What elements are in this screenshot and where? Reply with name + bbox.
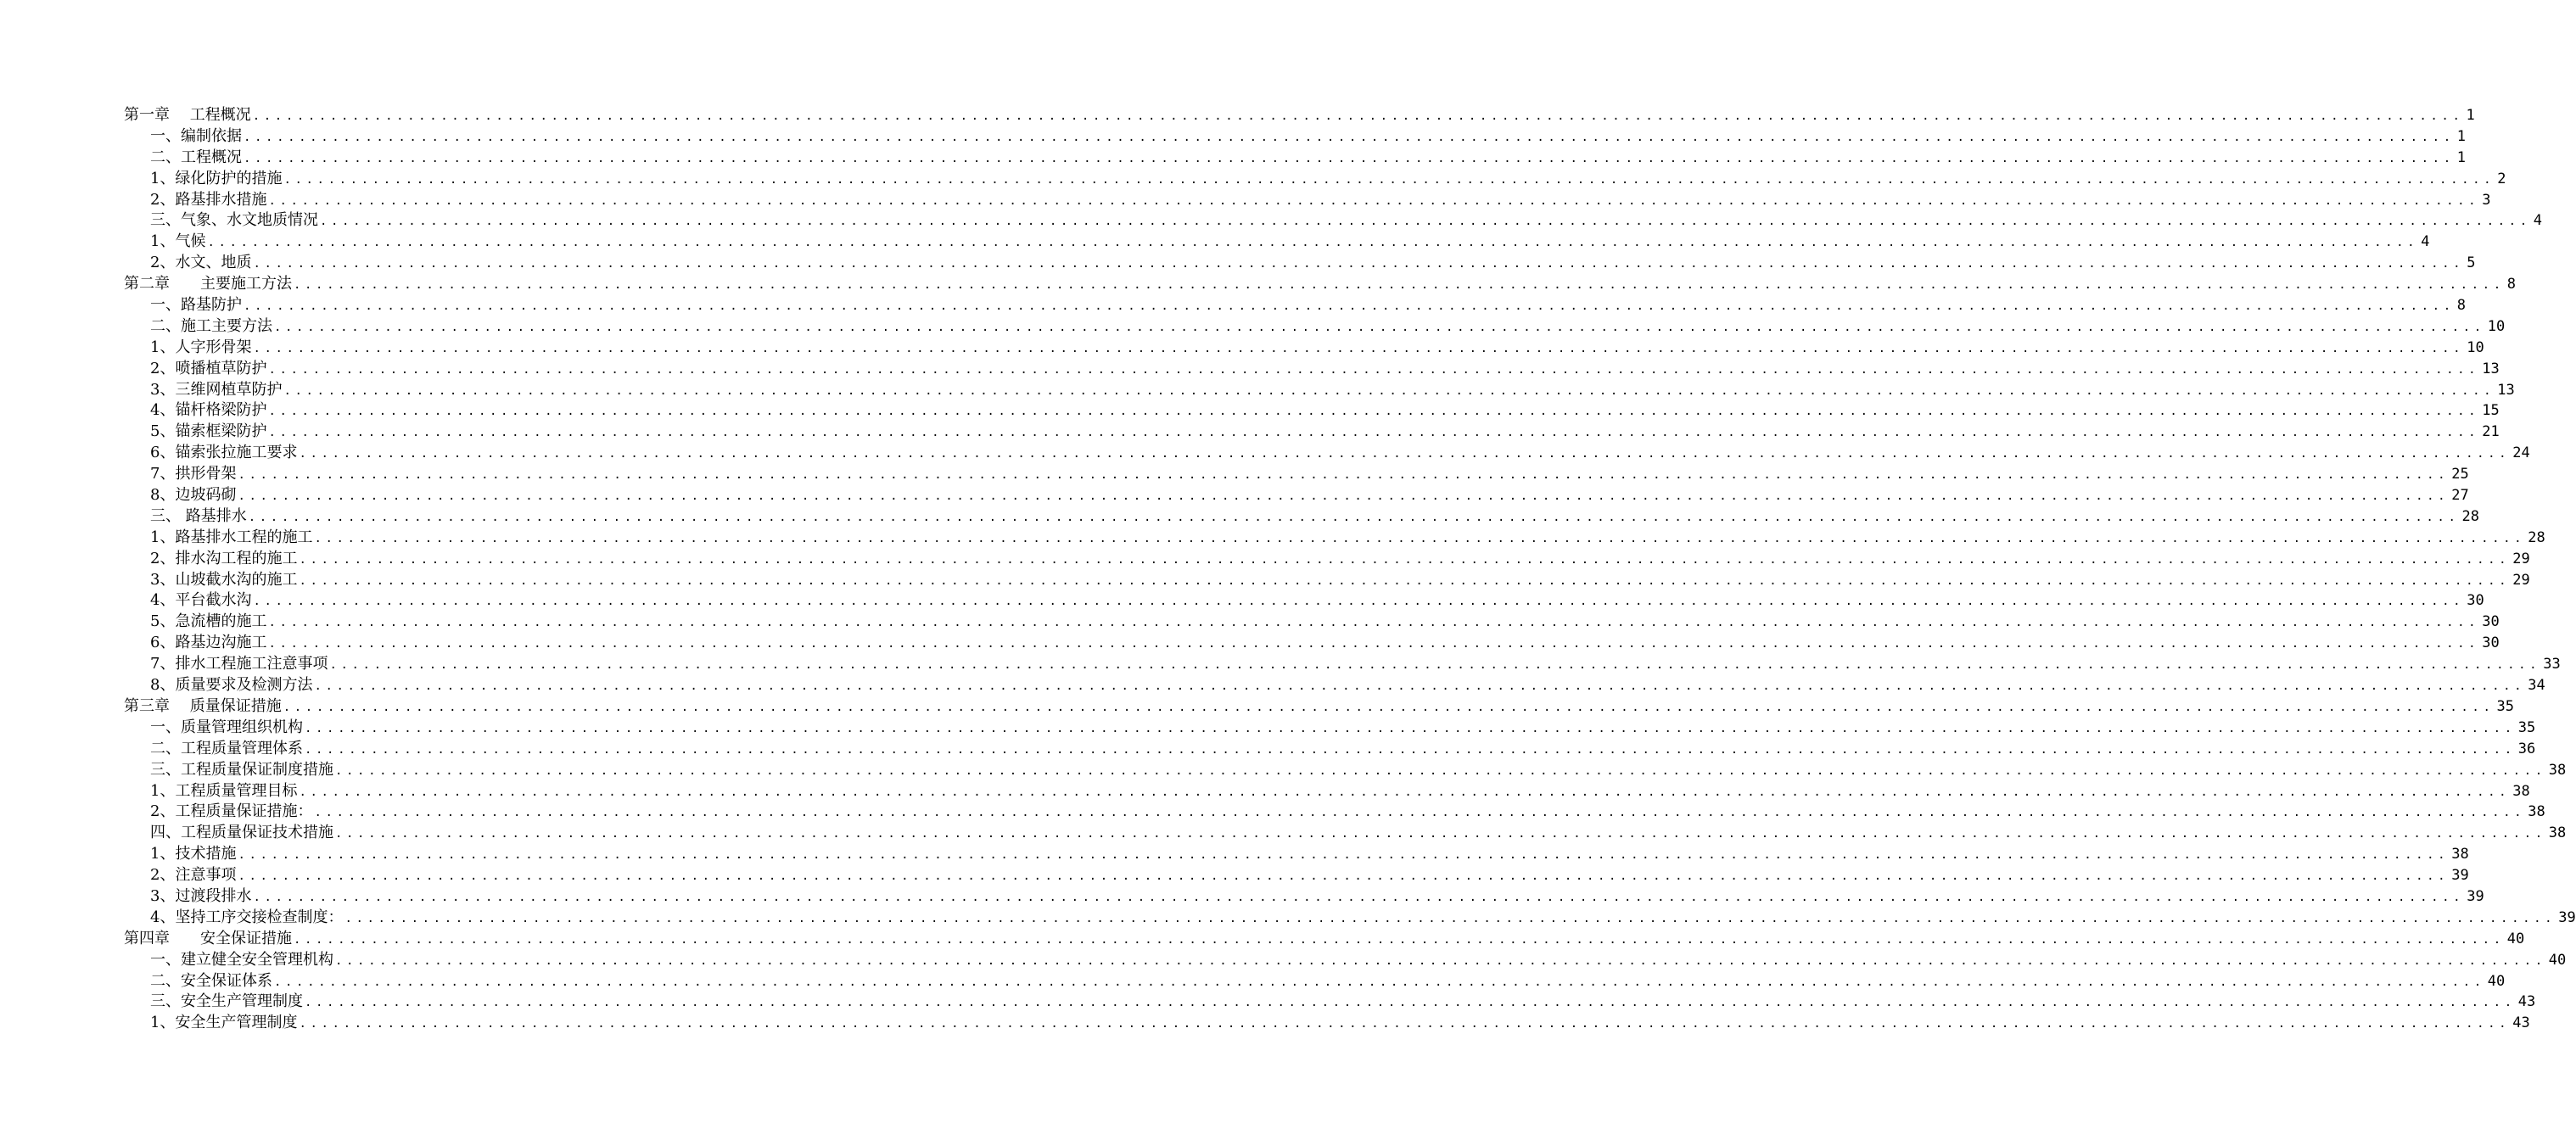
toc-entry-title: 1、安全生产管理制度 bbox=[150, 1014, 298, 1032]
toc-section-entry[interactable] bbox=[124, 253, 2476, 274]
toc-entry-title: 三、 路基排水 bbox=[150, 506, 247, 525]
toc-entry-title: 8、质量要求及检测方法 bbox=[150, 676, 313, 695]
toc-dot-leader: ........................................................................................................................................................................................................ bbox=[283, 172, 2495, 187]
toc-page-number: 34 bbox=[2528, 677, 2545, 695]
toc-section-entry[interactable] bbox=[124, 190, 2491, 211]
toc-section-entry[interactable] bbox=[124, 865, 2469, 886]
toc-dot-leader: ........................................................................................................................................................................................................ bbox=[299, 1017, 2511, 1031]
toc-entry-title: 一、路基防护 bbox=[150, 296, 242, 315]
toc-section-entry[interactable] bbox=[124, 148, 2466, 169]
toc-entry-title: 二、施工主要方法 bbox=[150, 316, 272, 335]
toc-dot-leader: ........................................................................................................................................................................................................ bbox=[283, 700, 2495, 714]
toc-page-number: 35 bbox=[2517, 718, 2536, 736]
toc-page-number: 38 bbox=[2512, 782, 2530, 800]
toc-chapter-entry[interactable] bbox=[124, 696, 2514, 718]
toc-section-entry[interactable] bbox=[124, 400, 2500, 422]
toc-section-entry[interactable] bbox=[124, 844, 2469, 865]
toc-section-entry[interactable] bbox=[124, 464, 2469, 485]
toc-entry-title: 二、工程质量管理体系 bbox=[150, 739, 303, 757]
toc-page-number: 38 bbox=[2548, 761, 2567, 779]
toc-section-entry[interactable] bbox=[124, 549, 2530, 570]
toc-dot-leader: ........................................................................................................................................................................................................ bbox=[244, 151, 2455, 165]
toc-section-entry[interactable] bbox=[124, 654, 2561, 675]
toc-page-number: 13 bbox=[2497, 381, 2515, 399]
toc-entry-title: 二、安全保证体系 bbox=[150, 971, 272, 990]
toc-dot-leader: ........................................................................................................................................................................................................ bbox=[294, 278, 2505, 293]
toc-section-entry[interactable] bbox=[124, 992, 2536, 1013]
toc-page-number: 4 bbox=[2533, 212, 2542, 230]
toc-page-number: 29 bbox=[2512, 571, 2530, 589]
toc-page-number: 36 bbox=[2517, 740, 2536, 757]
toc-entry-title: 2、水文、地质 bbox=[150, 254, 252, 272]
toc-entry-title: 3、三维网植草防护 bbox=[150, 380, 283, 399]
toc-page-number: 43 bbox=[2517, 993, 2536, 1011]
toc-dot-leader: ........................................................................................................................................................................................................ bbox=[299, 552, 2511, 567]
toc-dot-leader: ........................................................................................................................................................................................................ bbox=[283, 383, 2495, 398]
toc-page-number: 3 bbox=[2482, 191, 2491, 209]
toc-entry-title: 三、工程质量保证制度措施 bbox=[150, 760, 333, 779]
toc-entry-title: 第二章 主要施工方法 bbox=[124, 275, 292, 293]
toc-section-entry[interactable] bbox=[124, 739, 2536, 760]
toc-page-number: 38 bbox=[2548, 824, 2567, 842]
toc-section-entry[interactable] bbox=[124, 570, 2530, 591]
toc-section-entry[interactable] bbox=[124, 506, 2479, 528]
toc-entry-title: 8、边坡码砌 bbox=[150, 486, 237, 505]
toc-section-entry[interactable] bbox=[124, 443, 2530, 464]
toc-section-entry[interactable] bbox=[124, 971, 2506, 992]
toc-page-number: 10 bbox=[2467, 338, 2484, 356]
toc-chapter-entry[interactable] bbox=[124, 105, 2475, 126]
toc-dot-leader: ........................................................................................................................................................................................................ bbox=[335, 953, 2546, 968]
toc-entry-title: 7、排水工程施工注意事项 bbox=[150, 655, 328, 673]
toc-section-entry[interactable] bbox=[124, 590, 2484, 612]
toc-dot-leader: ........................................................................................................................................................................................................ bbox=[248, 510, 2460, 524]
toc-dot-leader: ........................................................................................................................................................................................................ bbox=[238, 848, 2450, 863]
toc-page-number: 13 bbox=[2482, 360, 2500, 377]
toc-section-entry[interactable] bbox=[124, 169, 2506, 190]
toc-page-number: 24 bbox=[2512, 444, 2530, 462]
toc-page-number: 15 bbox=[2482, 402, 2500, 420]
toc-page-number: 2 bbox=[2497, 170, 2506, 187]
toc-page-number: 5 bbox=[2467, 254, 2476, 272]
toc-entry-title: 4、平台截水沟 bbox=[150, 591, 252, 610]
toc-entry-title: 第四章 安全保证措施 bbox=[124, 929, 292, 947]
toc-dot-leader: ........................................................................................................................................................................................................ bbox=[274, 975, 2485, 989]
toc-entry-title: 1、技术措施 bbox=[150, 845, 237, 863]
toc-section-entry[interactable] bbox=[124, 528, 2545, 549]
toc-section-entry[interactable] bbox=[124, 1013, 2530, 1034]
toc-section-entry[interactable] bbox=[124, 633, 2500, 654]
toc-entry-title: 三、气象、水文地质情况 bbox=[150, 211, 318, 230]
toc-dot-leader: ........................................................................................................................................................................................................ bbox=[238, 468, 2450, 483]
toc-chapter-entry[interactable] bbox=[124, 929, 2525, 950]
toc-entry-title: 第三章 质量保证措施 bbox=[124, 696, 282, 715]
toc-chapter-entry[interactable] bbox=[124, 274, 2516, 295]
toc-entry-title: 1、路基排水工程的施工 bbox=[150, 528, 313, 546]
toc-entry-title: 2、路基排水措施 bbox=[150, 190, 267, 209]
toc-section-entry[interactable] bbox=[124, 886, 2484, 908]
toc-dot-leader: ........................................................................................................................................................................................................ bbox=[335, 827, 2546, 841]
toc-page-number: 39 bbox=[2467, 887, 2484, 905]
toc-entry-title: 一、编制依据 bbox=[150, 126, 242, 145]
toc-dot-leader: ........................................................................................................................................................................................................ bbox=[299, 785, 2511, 799]
toc-dot-leader: ........................................................................................................................................................................................................ bbox=[305, 721, 2516, 735]
toc-dot-leader: ........................................................................................................................................................................................................ bbox=[268, 362, 2480, 377]
toc-section-entry[interactable] bbox=[124, 338, 2484, 359]
toc-page-number: 29 bbox=[2512, 550, 2530, 567]
toc-section-entry[interactable] bbox=[124, 232, 2430, 253]
toc-entry-title: 一、建立健全安全管理机构 bbox=[150, 950, 333, 969]
toc-entry-title: 2、排水沟工程的施工 bbox=[150, 549, 298, 567]
toc-section-entry[interactable] bbox=[124, 380, 2515, 401]
toc-dot-leader: ........................................................................................................................................................................................................ bbox=[253, 341, 2465, 355]
toc-page-number: 40 bbox=[2548, 951, 2567, 969]
toc-section-entry[interactable] bbox=[124, 485, 2469, 506]
toc-dot-leader: ........................................................................................................................................................................................................ bbox=[268, 405, 2480, 419]
toc-entry-title: 3、山坡截水沟的施工 bbox=[150, 570, 298, 589]
toc-entry-title: 2、喷播植草防护 bbox=[150, 359, 267, 377]
toc-page-number: 25 bbox=[2451, 466, 2469, 483]
table-of-contents bbox=[124, 105, 2576, 1034]
toc-section-entry[interactable] bbox=[124, 950, 2567, 971]
toc-dot-leader: ........................................................................................................................................................................................................ bbox=[238, 489, 2450, 504]
toc-dot-leader: ........................................................................................................................................................................................................ bbox=[268, 637, 2480, 651]
toc-entry-title: 6、锚索张拉施工要求 bbox=[150, 444, 298, 462]
toc-dot-leader: ........................................................................................................................................................................................................ bbox=[253, 890, 2465, 904]
toc-entry-title: 7、拱形骨架 bbox=[150, 465, 237, 483]
toc-page-number: 30 bbox=[2482, 613, 2500, 631]
toc-entry-title: 2、工程质量保证措施： bbox=[150, 802, 313, 821]
toc-page-number: 38 bbox=[2451, 846, 2469, 863]
toc-dot-leader: ........................................................................................................................................................................................................ bbox=[253, 257, 2465, 271]
toc-section-entry[interactable] bbox=[124, 675, 2545, 696]
toc-section-entry[interactable] bbox=[124, 718, 2536, 739]
toc-entry-title: 1、工程质量管理目标 bbox=[150, 781, 298, 800]
toc-entry-title: 1、人字形骨架 bbox=[150, 338, 252, 356]
toc-page-number: 10 bbox=[2487, 317, 2506, 335]
toc-dot-leader: ........................................................................................................................................................................................................ bbox=[305, 742, 2516, 757]
toc-page-number: 30 bbox=[2467, 592, 2484, 610]
toc-section-entry[interactable] bbox=[124, 295, 2466, 316]
toc-page-number: 8 bbox=[2456, 297, 2466, 315]
toc-page-number: 38 bbox=[2528, 803, 2545, 821]
toc-section-entry[interactable] bbox=[124, 316, 2506, 338]
toc-section-entry[interactable] bbox=[124, 781, 2530, 802]
toc-dot-leader: ........................................................................................................................................................................................................ bbox=[329, 658, 2541, 673]
toc-dot-leader: ........................................................................................................................................................................................................ bbox=[320, 215, 2531, 229]
toc-entry-title: 5、锚索框梁防护 bbox=[150, 422, 267, 441]
toc-entry-title: 四、工程质量保证技术措施 bbox=[150, 824, 333, 842]
toc-page-number: 30 bbox=[2482, 634, 2500, 652]
toc-page-number: 43 bbox=[2512, 1014, 2530, 1032]
toc-dot-leader: ........................................................................................................................................................................................................ bbox=[244, 130, 2455, 144]
toc-dot-leader: ........................................................................................................................................................................................................ bbox=[207, 236, 2419, 250]
toc-dot-leader: ........................................................................................................................................................................................................ bbox=[238, 869, 2450, 884]
toc-page-number: 39 bbox=[2558, 908, 2576, 926]
toc-dot-leader: ........................................................................................................................................................................................................ bbox=[252, 109, 2464, 123]
toc-section-entry[interactable] bbox=[124, 210, 2542, 232]
toc-entry-title: 1、绿化防护的措施 bbox=[150, 169, 283, 187]
toc-page-number: 28 bbox=[2461, 507, 2479, 525]
toc-page-number: 40 bbox=[2487, 972, 2506, 990]
toc-dot-leader: ........................................................................................................................................................................................................ bbox=[253, 595, 2465, 609]
toc-dot-leader: ........................................................................................................................................................................................................ bbox=[268, 616, 2480, 630]
toc-page-number: 35 bbox=[2496, 697, 2514, 715]
toc-section-entry[interactable] bbox=[124, 422, 2500, 443]
toc-entry-title: 5、急流槽的施工 bbox=[150, 612, 267, 631]
toc-page-number: 1 bbox=[2456, 127, 2466, 145]
toc-dot-leader: ........................................................................................................................................................................................................ bbox=[299, 447, 2511, 461]
toc-entry-title: 2、注意事项 bbox=[150, 866, 237, 885]
toc-entry-title: 1、气候 bbox=[150, 232, 206, 251]
toc-dot-leader: ........................................................................................................................................................................................................ bbox=[268, 193, 2480, 208]
toc-entry-title: 6、路基边沟施工 bbox=[150, 634, 267, 652]
toc-page-number: 33 bbox=[2543, 656, 2561, 673]
toc-page-number: 8 bbox=[2506, 276, 2516, 293]
toc-section-entry[interactable] bbox=[124, 802, 2545, 823]
toc-dot-leader: ........................................................................................................................................................................................................ bbox=[314, 679, 2526, 694]
toc-page-number: 40 bbox=[2506, 930, 2525, 947]
toc-section-entry[interactable] bbox=[124, 612, 2500, 633]
toc-section-entry[interactable] bbox=[124, 908, 2576, 929]
toc-dot-leader: ........................................................................................................................................................................................................ bbox=[305, 996, 2516, 1010]
toc-section-entry[interactable] bbox=[124, 823, 2567, 844]
toc-page-number: 4 bbox=[2421, 233, 2430, 251]
toc-dot-leader: ........................................................................................................................................................................................................ bbox=[299, 573, 2511, 588]
toc-page-number: 1 bbox=[2466, 107, 2475, 124]
toc-page-number: 27 bbox=[2451, 487, 2469, 505]
toc-entry-title: 二、工程概况 bbox=[150, 148, 242, 166]
toc-entry-title: 三、安全生产管理制度 bbox=[150, 992, 303, 1011]
toc-dot-leader: ........................................................................................................................................................................................................ bbox=[244, 299, 2455, 314]
toc-dot-leader: ........................................................................................................................................................................................................ bbox=[314, 806, 2526, 820]
toc-section-entry[interactable] bbox=[124, 760, 2567, 781]
toc-entry-title: 3、过渡段排水 bbox=[150, 886, 252, 905]
toc-section-entry[interactable] bbox=[124, 126, 2466, 148]
toc-entry-title: 第一章 工程概况 bbox=[124, 106, 251, 124]
toc-page-number: 39 bbox=[2451, 867, 2469, 885]
toc-entry-title: 4、坚持工序交接检查制度： bbox=[150, 908, 344, 926]
toc-dot-leader: ........................................................................................................................................................................................................ bbox=[294, 932, 2505, 947]
toc-page-number: 1 bbox=[2456, 148, 2466, 166]
toc-page-number: 21 bbox=[2482, 423, 2500, 441]
toc-dot-leader: ........................................................................................................................................................................................................ bbox=[268, 426, 2480, 440]
toc-dot-leader: ........................................................................................................................................................................................................ bbox=[314, 531, 2526, 545]
toc-dot-leader: ........................................................................................................................................................................................................ bbox=[344, 911, 2556, 925]
toc-entry-title: 一、质量管理组织机构 bbox=[150, 718, 303, 736]
toc-section-entry[interactable] bbox=[124, 359, 2500, 380]
toc-entry-title: 4、锚杆格梁防护 bbox=[150, 401, 267, 420]
toc-page-number: 28 bbox=[2528, 528, 2545, 546]
toc-dot-leader: ........................................................................................................................................................................................................ bbox=[274, 320, 2485, 334]
toc-dot-leader: ........................................................................................................................................................................................................ bbox=[335, 763, 2546, 778]
